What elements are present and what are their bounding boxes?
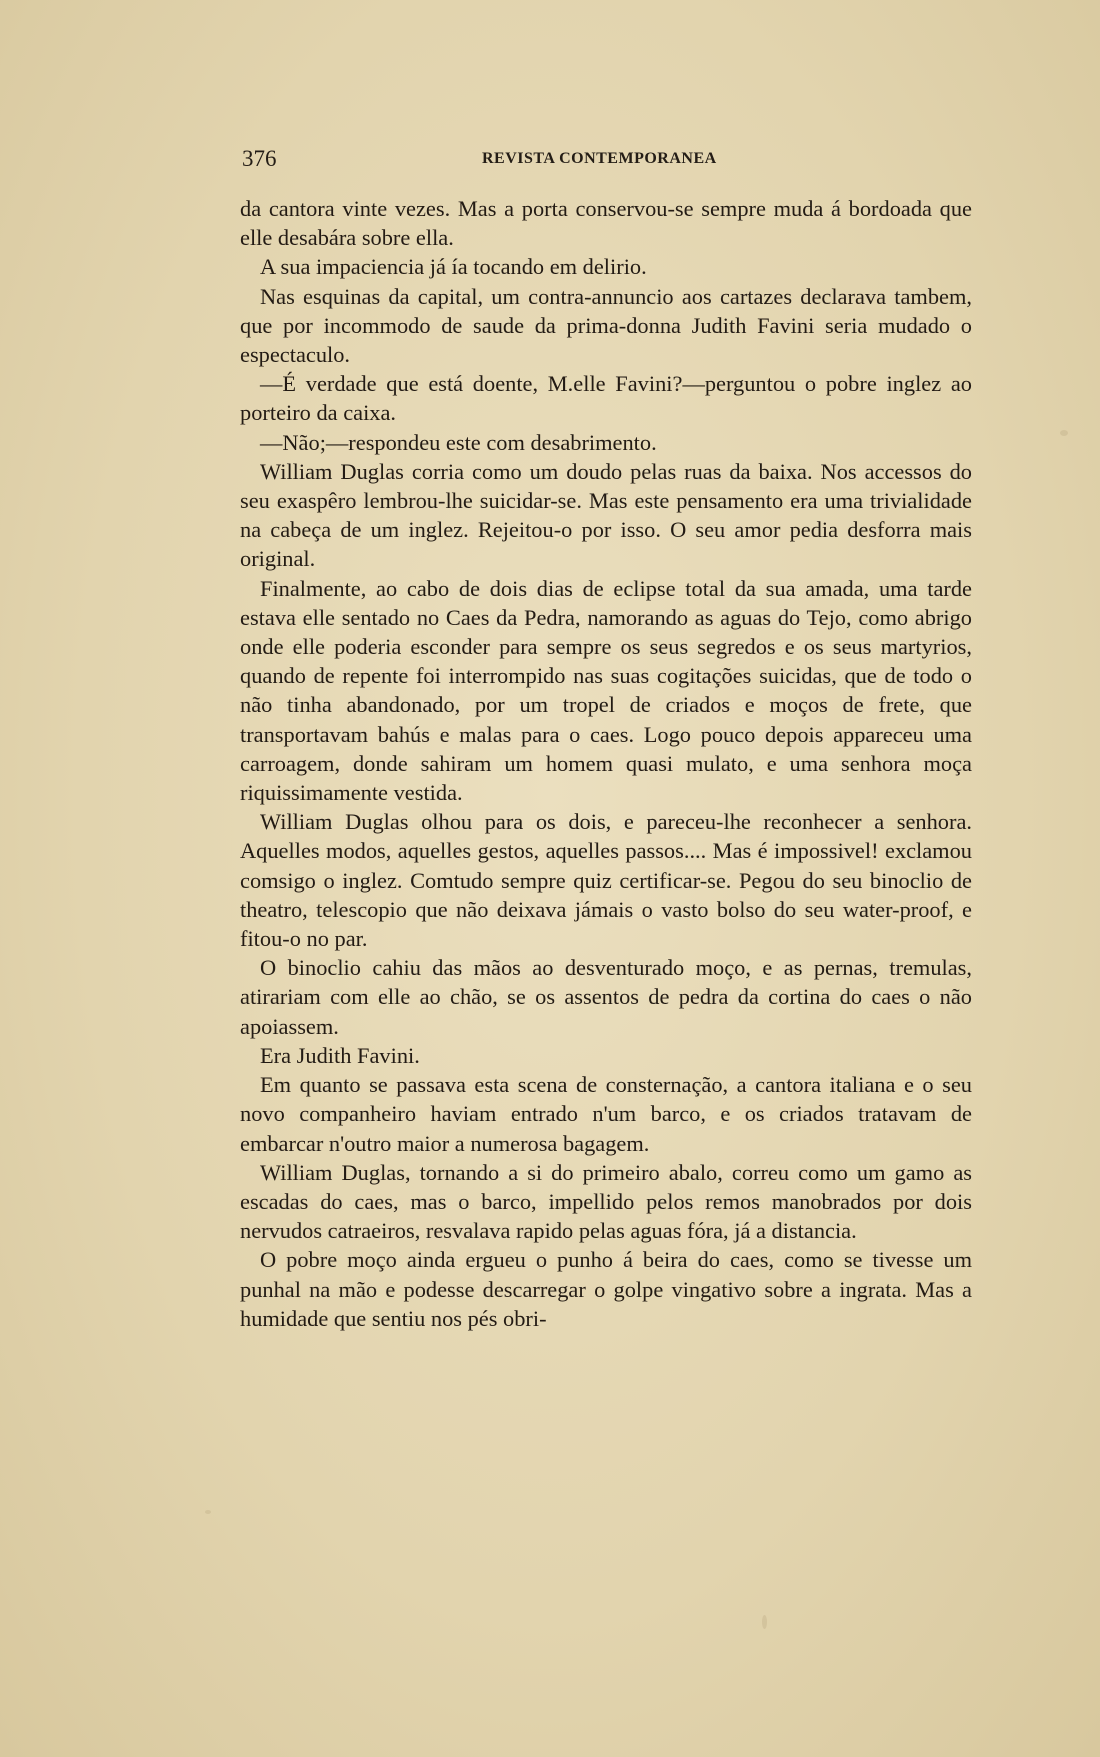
paragraph: Finalmente, ao cabo de dois dias de eclipse total da sua amada, uma tarde estava elle sentado no Caes da Pedra, namorando as aguas do Tejo, como abrigo onde elle poderia esconder para sempre os seus segredos e os seus martyrios, quando de repente foi interrompido nas suas cogitações suicidas, que de todo o não tinha abandonado, por um tropel de criados e moços de frete, que transportavam bahús e malas para o caes. Logo pouco depois appareceu uma carroagem, donde sahiram um homem quasi mulato, e uma senhora moça riquissimamente vestida. [240,575,972,806]
body-text [240,194,972,1333]
paragraph: Era Judith Favini. [260,1042,420,1068]
running-title: REVISTA CONTEMPORANEA [482,150,717,167]
paragraph: William Duglas corria como um doudo pelas ruas da baixa. Nos accessos do seu exaspêro lembrou-lhe suicidar-se. Mas este pensamento era uma trivialidade na cabeça de um inglez. Rejeitou-o por isso. O seu amor pedia desforra mais original. [240,458,972,572]
paragraph: William Duglas olhou para os dois, e pareceu-lhe reconhecer a senhora. Aquelles modos, aquelles gestos, aquelles passos.... Mas é impossivel! exclamou comsigo o inglez. Comtudo sempre quiz certificar-se. Pegou do seu binoclio de theatro, telescopio que não deixava jámais o vasto bolso do seu water-proof, e fitou-o no par. [240,809,972,952]
paragraph: O binoclio cahiu das mãos ao desventurado moço, e as pernas, tremulas, atirariam com elle ao chão, se os assentos de pedra da cortina do caes o não apoiassem. [240,955,972,1039]
page-stain [762,1615,767,1629]
paragraph: —Não;—respondeu este com desabrimento. [260,429,657,455]
paragraph: William Duglas, tornando a si do primeiro abalo, correu como um gamo as escadas do caes, mas o barco, impellido pelos remos manobrados por dois nervudos catraeiros, resvalava rapido pelas aguas fóra, já a distancia. [240,1159,972,1244]
paragraph: —É verdade que está doente, M.elle Favini?—perguntou o pobre inglez ao porteiro da caixa. [240,371,972,426]
page-header [242,146,972,180]
page-stain [205,1510,211,1514]
paragraph: A sua impaciencia já ía tocando em delirio. [260,254,647,280]
paragraph: da cantora vinte vezes. Mas a porta conservou-se sempre muda á bordoada que elle desabára sobre ella. [240,196,972,251]
paragraph: Em quanto se passava esta scena de consternação, a cantora italiana e o seu novo companheiro haviam entrado n'um barco, e os criados tratavam de embarcar n'outro maior a numerosa bagagem. [240,1072,972,1156]
paragraph: O pobre moço ainda ergueu o punho á beira do caes, como se tivesse um punhal na mão e podesse descarregar o golpe vingativo sobre a ingrata. Mas a humidade que sentiu nos pés obri- [240,1247,972,1331]
page-stain [1060,430,1068,436]
page-number: 376 [242,146,277,171]
paragraph: Nas esquinas da capital, um contra-annuncio aos cartazes declarava tambem, que por incommodo de saude da prima-donna Judith Favini seria mudado o espectaculo. [240,283,972,368]
